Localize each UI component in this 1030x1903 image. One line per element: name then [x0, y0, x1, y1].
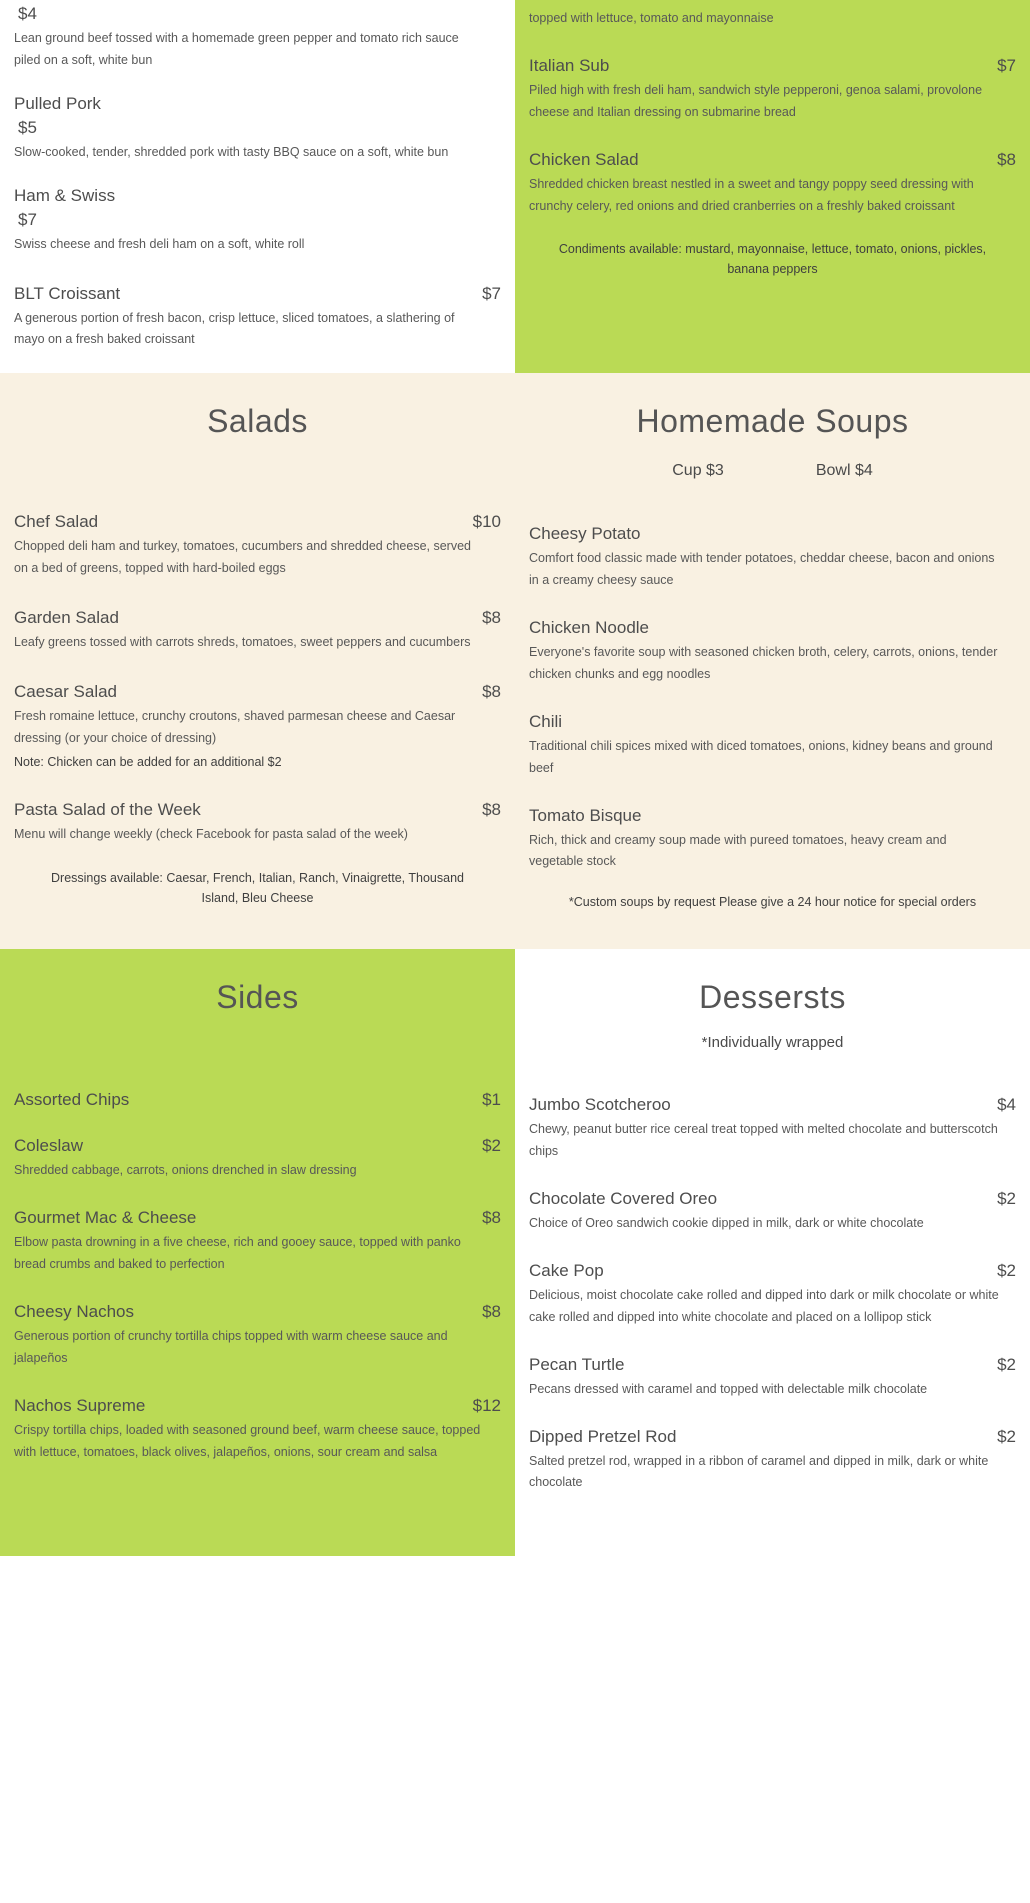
item-note: Note: Chicken can be added for an additional $2 — [14, 754, 282, 769]
menu-item — [529, 56, 1016, 124]
menu-item — [529, 1355, 1016, 1401]
item-description: topped with lettuce, tomato and mayonnaise — [529, 11, 774, 25]
section-title-salads: Salads — [207, 403, 308, 440]
menu-item — [529, 618, 1016, 686]
item-price: $2 — [997, 1426, 1016, 1446]
item-description: Piled high with fresh deli ham, sandwich style pepperoni, genoa salami, provolone cheese and Italian dressing on submarine bread — [529, 82, 983, 119]
item-description: Shredded chicken breast nestled in a sweet and tangy poppy seed dressing with crunchy celery, red onions and dried cranberries on a freshly baked croissant — [529, 176, 974, 213]
item-price: $2 — [997, 1354, 1016, 1374]
item-price: $5 — [18, 117, 37, 137]
menu-item — [14, 1136, 501, 1182]
menu-item — [14, 1208, 501, 1276]
soup-cup-price: Cup $3 — [672, 462, 724, 480]
menu-item — [14, 1302, 501, 1370]
item-name: BLT Croissant — [14, 283, 121, 303]
item-price: $7 — [482, 283, 501, 303]
sandwiches-left-column — [0, 0, 515, 373]
menu-item — [14, 284, 501, 352]
item-price: $2 — [997, 1189, 1016, 1208]
item-description: Chopped deli ham and turkey, tomatoes, cucumbers and shredded cheese, served on a bed of greens, topped with hard-boiled eggs — [14, 539, 471, 576]
custom-soups-footnote: *Custom soups by request Please give a 24 hour notice for special orders — [568, 895, 977, 910]
item-description: Traditional chili spices mixed with diced tomatoes, onions, kidney beans and ground beef — [529, 738, 993, 775]
section-title-desserts: Dessersts — [699, 979, 846, 1016]
menu-item — [529, 1427, 1016, 1495]
menu-item — [14, 4, 501, 72]
section-title-sides: Sides — [216, 979, 299, 1016]
menu-item — [14, 1090, 501, 1110]
item-description: Swiss cheese and fresh deli ham on a soft, white roll — [14, 236, 305, 251]
item-price: $8 — [482, 1208, 501, 1228]
item-name: Italian Sub — [529, 55, 610, 75]
sandwiches-right-column — [515, 0, 1030, 373]
item-name: Cheesy Nachos — [14, 1301, 135, 1321]
soup-bowl-price: Bowl $4 — [815, 462, 873, 480]
item-name: Gourmet Mac & Cheese — [14, 1208, 197, 1228]
item-name: Assorted Chips — [14, 1090, 130, 1110]
menu-item — [529, 1261, 1016, 1329]
menu-item — [529, 712, 1016, 780]
item-description: Leafy greens tossed with carrots shreds, tomatoes, sweet peppers and cucumbers — [14, 635, 471, 649]
item-price: $8 — [482, 681, 501, 701]
item-name: Tomato Bisque — [529, 805, 642, 825]
desserts-subtitle: *Individually wrapped — [701, 1034, 844, 1052]
item-name: Pecan Turtle — [529, 1354, 625, 1374]
item-description: Comfort food classic made with tender potatoes, cheddar cheese, bacon and onions in a creamy cheesy sauce — [529, 551, 995, 588]
item-description: Choice of Oreo sandwich cookie dipped in milk, dark or white chocolate — [529, 1216, 924, 1230]
item-price: $7 — [18, 209, 37, 229]
condiments-footnote: Condiments available: mustard, mayonnaise, lettuce, tomato, onions, pickles, banana peppers — [558, 242, 987, 277]
menu-item — [14, 94, 501, 164]
item-description: Shredded cabbage, carrots, onions drenched in slaw dressing — [14, 1163, 357, 1178]
item-description: Pecans dressed with caramel and topped with delectable milk chocolate — [529, 1381, 928, 1396]
salads-column — [0, 373, 515, 949]
item-description: Chewy, peanut butter rice cereal treat topped with melted chocolate and butterscotch chips — [529, 1122, 998, 1159]
item-description: Menu will change weekly (check Facebook for pasta salad of the week) — [14, 826, 408, 841]
soup-sizes — [529, 462, 1016, 480]
section-title-soups: Homemade Soups — [636, 403, 909, 440]
item-name: Chili — [529, 711, 563, 731]
item-price: $10 — [472, 512, 501, 532]
item-name: Cheesy Potato — [529, 524, 641, 544]
item-price: $2 — [482, 1136, 501, 1156]
menu-item — [529, 524, 1016, 592]
item-description: Generous portion of crunchy tortilla chips topped with warm cheese sauce and jalapeños — [14, 1328, 448, 1365]
item-name: Garden Salad — [14, 608, 119, 627]
item-description: Fresh romaine lettuce, crunchy croutons, shaved parmesan cheese and Caesar dressing (or your choice of dressing) — [14, 708, 456, 745]
item-name: Chef Salad — [14, 512, 99, 532]
item-name: Chicken Salad — [529, 149, 639, 169]
item-name: Chocolate Covered Oreo — [529, 1189, 718, 1208]
item-name: Dipped Pretzel Rod — [529, 1426, 677, 1446]
item-price: $12 — [472, 1395, 501, 1415]
item-price: $4 — [997, 1095, 1016, 1115]
item-price: $8 — [482, 608, 501, 627]
menu-item — [529, 806, 1016, 874]
item-description: Rich, thick and creamy soup made with pureed tomatoes, heavy cream and vegetable stock — [529, 832, 947, 869]
sides-column — [0, 949, 515, 1556]
dressings-footnote: Dressings available: Caesar, French, Italian, Ranch, Vinaigrette, Thousand Island, Bleu Cheese — [51, 870, 464, 905]
sides-desserts-row — [0, 949, 1030, 1556]
item-description: Elbow pasta drowning in a five cheese, rich and gooey sauce, topped with panko bread crumbs and baked to perfection — [14, 1235, 461, 1271]
menu-item — [529, 8, 1016, 30]
menu-item — [14, 608, 501, 654]
menu-item — [529, 1095, 1016, 1163]
item-price: $8 — [997, 149, 1016, 169]
menu-item — [14, 512, 501, 580]
salads-soups-row — [0, 373, 1030, 949]
item-price: $8 — [482, 799, 501, 819]
item-name: Nachos Supreme — [14, 1395, 146, 1415]
item-description: A generous portion of fresh bacon, crisp lettuce, sliced tomatoes, a slathering of mayo on a fresh baked croissant — [14, 310, 455, 347]
item-name: Coleslaw — [14, 1136, 83, 1156]
item-name: Caesar Salad — [14, 681, 118, 701]
menu-item — [14, 1396, 501, 1464]
item-description: Everyone's favorite soup with seasoned chicken broth, celery, carrots, onions, tender chicken chunks and egg noodles — [529, 645, 998, 681]
item-price: $1 — [482, 1090, 501, 1110]
item-description: Salted pretzel rod, wrapped in a ribbon of caramel and dipped in milk, dark or white chocolate — [529, 1453, 989, 1490]
item-name: Pulled Pork — [14, 93, 101, 113]
item-name: Ham & Swiss — [14, 185, 116, 205]
item-name: Pasta Salad of the Week — [14, 799, 201, 819]
item-name: Cake Pop — [529, 1260, 604, 1280]
menu-item — [14, 800, 501, 846]
menu-item — [529, 150, 1016, 218]
item-description: Lean ground beef tossed with a homemade green pepper and tomato rich sauce piled on a soft, white bun — [14, 31, 459, 67]
desserts-column — [515, 949, 1030, 1556]
item-price: $2 — [997, 1260, 1016, 1280]
item-description: Delicious, moist chocolate cake rolled and dipped into dark or milk chocolate or white cake rolled and dipped into white chocolate and placed on a lollipop stick — [529, 1287, 999, 1324]
menu-item — [529, 1189, 1016, 1235]
menu-item — [14, 682, 501, 772]
sandwiches-row — [0, 0, 1030, 373]
item-name: Chicken Noodle — [529, 618, 650, 637]
item-description: Slow-cooked, tender, shredded pork with tasty BBQ sauce on a soft, white bun — [14, 144, 449, 159]
item-description: Crispy tortilla chips, loaded with seasoned ground beef, warm cheese sauce, topped with lettuce, tomatoes, black olives, jalapeños, onions, sour cream and salsa — [14, 1422, 481, 1459]
item-price: $4 — [18, 4, 37, 23]
soups-column — [515, 373, 1030, 949]
item-price: $8 — [482, 1301, 501, 1321]
item-price: $7 — [997, 55, 1016, 75]
menu-item — [14, 186, 501, 256]
item-name: Jumbo Scotcheroo — [529, 1095, 671, 1115]
